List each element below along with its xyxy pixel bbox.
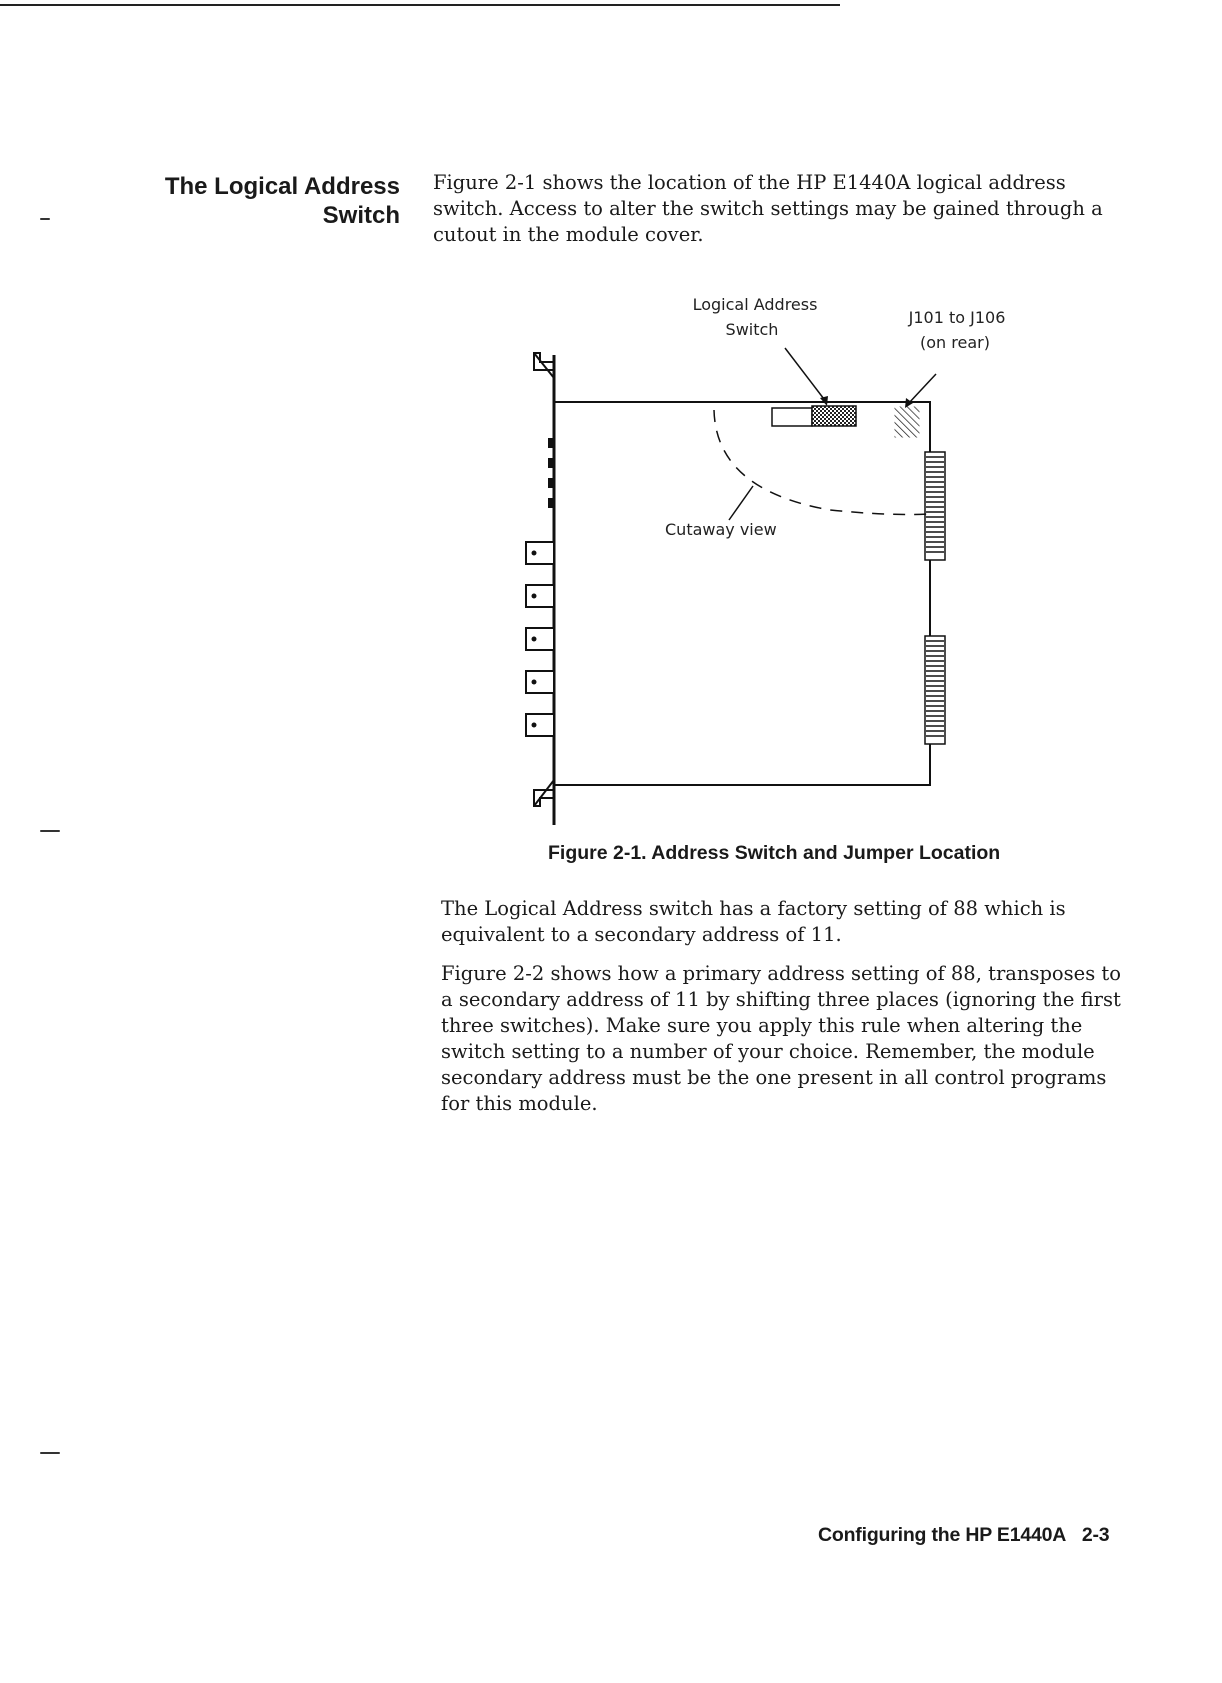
label-switch-line2: Switch [725, 320, 779, 339]
label-jumper-line2: (on rear) [920, 333, 990, 352]
front-connector [526, 628, 554, 650]
led [548, 478, 554, 488]
margin-mark [40, 218, 50, 220]
led [548, 438, 554, 448]
page-number: 2-3 [1081, 1524, 1110, 1546]
page-footer [818, 1524, 1109, 1547]
label-switch-line1: Logical Address [692, 295, 818, 314]
top-rule [0, 4, 840, 6]
paragraph-transpose: Figure 2-2 shows how a primary address setting of 88, transposes to a secondary address of 11 by shifting three places (ignoring the first three switches). Make sure you apply this rule when altering the switch setting to a number of your choice. Remember, the module secondary address must be the one present in all control programs for this module. [441, 962, 1122, 1115]
switch-body [772, 408, 812, 426]
bottom-ejector-arm [534, 780, 554, 806]
label-jumper-line1: J101 to J106 [908, 308, 1006, 327]
jumpers-j101-j106 [894, 406, 920, 438]
intro-paragraph: Figure 2-1 shows the location of the HP E1440A logical address switch. Access to alter the switch settings may be gained through a cutout in the module cover. [433, 171, 1103, 246]
cutaway-leader-line [729, 486, 753, 520]
backplane-connector-p1 [925, 452, 945, 560]
backplane-connector-p2 [925, 636, 945, 744]
circuit-board [554, 402, 930, 785]
margin-mark [40, 1452, 60, 1454]
section-title-line1: The Logical Address [164, 173, 400, 200]
footer-text: Configuring the HP E1440A [818, 1524, 1067, 1546]
section-title [140, 172, 400, 230]
front-connector [526, 714, 554, 736]
section-title-line2: Switch [322, 202, 400, 229]
front-connector [526, 542, 554, 564]
paragraph-factory-setting: The Logical Address switch has a factory setting of 88 which is equivalent to a secondary address of 11. [441, 897, 1066, 946]
led [548, 498, 554, 508]
jumper-leader-line [908, 374, 936, 404]
front-connector [526, 671, 554, 693]
led [548, 458, 554, 468]
switch-leader-line [785, 348, 827, 403]
figure-address-switch [500, 290, 1100, 835]
front-connector [526, 585, 554, 607]
figure-caption: Figure 2-1. Address Switch and Jumper Location [548, 842, 1001, 864]
label-cutaway: Cutaway view [665, 520, 777, 539]
margin-mark [40, 830, 60, 832]
logical-address-switch [812, 406, 856, 426]
top-ejector-arm [534, 353, 554, 378]
